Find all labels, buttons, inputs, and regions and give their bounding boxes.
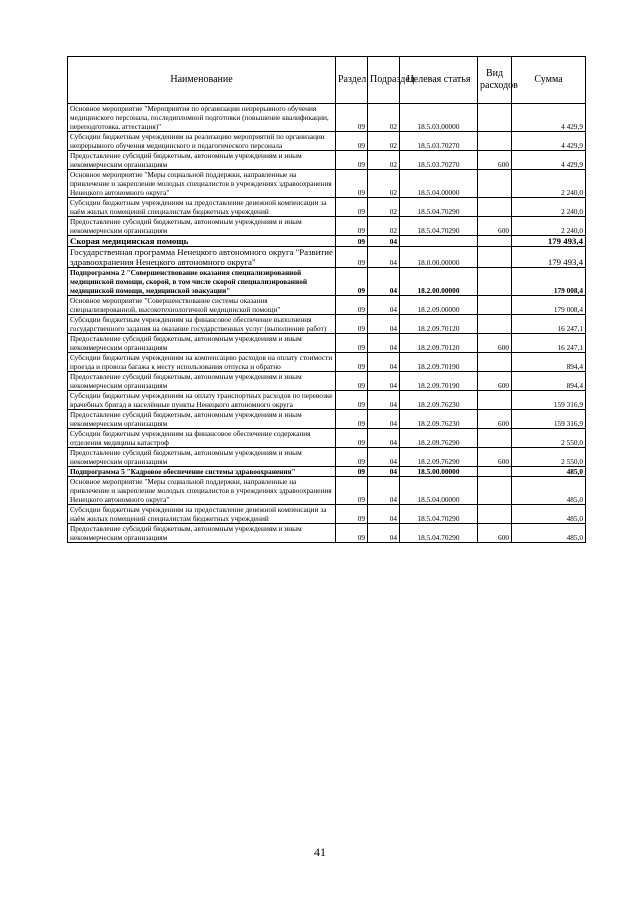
row-exp-type-cell (478, 268, 512, 296)
row-target-cell: 18.5.03.70270 (400, 151, 478, 170)
row-subsection-cell: 04 (368, 372, 400, 391)
row-sum-cell: 159 316,9 (512, 391, 586, 410)
row-target-cell (400, 236, 478, 247)
row-target-cell: 18.2.09.76230 (400, 391, 478, 410)
row-sum-cell: 485,0 (512, 524, 586, 543)
row-section-cell: 09 (336, 170, 368, 198)
row-sum-cell: 2 240,0 (512, 198, 586, 217)
row-sum-cell: 4 429,9 (512, 151, 586, 170)
row-target-cell: 18.2.09.70120 (400, 334, 478, 353)
row-name-cell: Субсидии бюджетным учреждениям на компенсацию расходов на оплату стоимости проезда и провоза багажа к месту использования отпуска и обратно (68, 353, 336, 372)
table-row (68, 410, 586, 429)
row-section-cell: 09 (336, 372, 368, 391)
row-section-cell: 09 (336, 296, 368, 315)
row-exp-type-cell: 600 (478, 151, 512, 170)
row-sum-cell: 4 429,9 (512, 104, 586, 132)
table-row (68, 104, 586, 132)
row-subsection-cell: 02 (368, 198, 400, 217)
row-name-cell: Субсидии бюджетным учреждениям на реализацию мероприятий по организации непрерывного обучения медицинского и педагогического персонала (68, 132, 336, 151)
table-row (68, 391, 586, 410)
row-exp-type-cell (478, 170, 512, 198)
table-row (68, 198, 586, 217)
row-target-cell: 18.5.03.00000 (400, 104, 478, 132)
row-target-cell: 18.2.09.70120 (400, 315, 478, 334)
budget-table (67, 56, 586, 543)
row-sum-cell: 4 429,9 (512, 132, 586, 151)
row-sum-cell: 179 493,4 (512, 247, 586, 268)
table-row (68, 217, 586, 236)
row-target-cell: 18.5.04.00000 (400, 477, 478, 505)
row-subsection-cell: 02 (368, 104, 400, 132)
row-name-cell: Предоставление субсидий бюджетным, автономным учреждениям и иным некоммерческим организациям (68, 334, 336, 353)
row-exp-type-cell (478, 353, 512, 372)
row-target-cell: 18.5.04.70290 (400, 505, 478, 524)
table-row (68, 296, 586, 315)
row-subsection-cell: 02 (368, 132, 400, 151)
row-target-cell: 18.5.04.70290 (400, 524, 478, 543)
row-section-cell: 09 (336, 524, 368, 543)
row-name-cell: Основное мероприятие "Мероприятия по организации непрерывного обучения медицинского персонала, последипломной подготовки (повышение квалификации, переподготовка, аттестация)" (68, 104, 336, 132)
header-subsection: Подраздел (368, 57, 400, 104)
row-exp-type-cell (478, 391, 512, 410)
row-section-cell: 09 (336, 448, 368, 467)
table-header-row (68, 57, 586, 104)
row-name-cell: Основное мероприятие "Меры социальной поддержки, направленные на привлечение и закрепление молодых специалистов в учреждениях здравоохранения Ненецкого автономного округа" (68, 170, 336, 198)
row-sum-cell: 485,0 (512, 467, 586, 477)
row-name-cell: Подпрограмма 2 "Совершенствование оказания специализированной медицинской помощи, скорой, в том числе скорой специализированной медицинской помощи, медицинской эвакуации" (68, 268, 336, 296)
row-target-cell: 18.2.09.70190 (400, 372, 478, 391)
row-subsection-cell: 02 (368, 151, 400, 170)
row-section-cell: 09 (336, 151, 368, 170)
table-row (68, 236, 586, 247)
row-exp-type-cell (478, 429, 512, 448)
header-section: Раздел (336, 57, 368, 104)
table-row (68, 467, 586, 477)
row-sum-cell: 894,4 (512, 353, 586, 372)
row-exp-type-cell: 600 (478, 372, 512, 391)
row-subsection-cell: 04 (368, 477, 400, 505)
row-section-cell: 09 (336, 198, 368, 217)
row-exp-type-cell (478, 477, 512, 505)
table-row (68, 132, 586, 151)
row-name-cell: Скорая медицинская помощь (68, 236, 336, 247)
table-row (68, 353, 586, 372)
table-body (68, 104, 586, 543)
row-section-cell: 09 (336, 429, 368, 448)
row-target-cell: 18.2.09.76290 (400, 429, 478, 448)
row-name-cell: Предоставление субсидий бюджетным, автономным учреждениям и иным некоммерческим организациям (68, 372, 336, 391)
row-target-cell: 18.5.03.70270 (400, 132, 478, 151)
row-subsection-cell: 04 (368, 334, 400, 353)
row-sum-cell: 16 247,1 (512, 315, 586, 334)
row-target-cell: 18.5.00.00000 (400, 467, 478, 477)
row-name-cell: Предоставление субсидий бюджетным, автономным учреждениям и иным некоммерческим организациям (68, 151, 336, 170)
table-row (68, 477, 586, 505)
header-exp-type: Вид расходов (478, 57, 512, 104)
row-exp-type-cell (478, 315, 512, 334)
row-name-cell: Предоставление субсидий бюджетным, автономным учреждениям и иным некоммерческим организациям (68, 524, 336, 543)
row-exp-type-cell (478, 247, 512, 268)
header-sum: Сумма (512, 57, 586, 104)
row-name-cell: Субсидии бюджетным учреждениям на предоставление денежной компенсации за наём жилых помещений специалистам бюджетных учреждений (68, 198, 336, 217)
row-section-cell: 09 (336, 334, 368, 353)
row-section-cell: 09 (336, 391, 368, 410)
header-name: Наименование (68, 57, 336, 104)
row-sum-cell: 16 247,1 (512, 334, 586, 353)
row-section-cell: 09 (336, 410, 368, 429)
row-exp-type-cell (478, 505, 512, 524)
row-exp-type-cell (478, 236, 512, 247)
row-name-cell: Подпрограмма 5 "Кадровое обеспечение системы здравоохранения" (68, 467, 336, 477)
row-subsection-cell: 04 (368, 505, 400, 524)
row-name-cell: Основное мероприятие "Меры социальной поддержки, направленные на привлечение и закрепление молодых специалистов в учреждениях здравоохранения Ненецкого автономного округа" (68, 477, 336, 505)
row-subsection-cell: 04 (368, 247, 400, 268)
table-row (68, 334, 586, 353)
row-section-cell: 09 (336, 315, 368, 334)
row-name-cell: Предоставление субсидий бюджетным, автономным учреждениям и иным некоммерческим организациям (68, 448, 336, 467)
row-exp-type-cell (478, 132, 512, 151)
row-exp-type-cell: 600 (478, 448, 512, 467)
header-target: Целевая статья (400, 57, 478, 104)
row-name-cell: Субсидии бюджетным учреждениям на оплату транспортных расходов по перевозке врачебных бригад в населённые пункты Ненецкого автономного округа (68, 391, 336, 410)
row-exp-type-cell: 600 (478, 524, 512, 543)
row-sum-cell: 179 008,4 (512, 268, 586, 296)
row-name-cell: Государственная программа Ненецкого автономного округа "Развитие здравоохранения Ненецкого автономного округа" (68, 247, 336, 268)
row-sum-cell: 179 493,4 (512, 236, 586, 247)
row-subsection-cell: 04 (368, 236, 400, 247)
row-section-cell: 09 (336, 353, 368, 372)
row-exp-type-cell (478, 104, 512, 132)
row-subsection-cell: 02 (368, 170, 400, 198)
row-sum-cell: 2 550,0 (512, 448, 586, 467)
table-row (68, 315, 586, 334)
row-subsection-cell: 02 (368, 217, 400, 236)
row-sum-cell: 894,4 (512, 372, 586, 391)
row-name-cell: Основное мероприятие "Совершенствование системы оказания специализированной, высокотехнологичной медицинской помощи" (68, 296, 336, 315)
table-row (68, 268, 586, 296)
table-row (68, 372, 586, 391)
row-section-cell: 09 (336, 104, 368, 132)
row-sum-cell: 485,0 (512, 477, 586, 505)
row-subsection-cell: 04 (368, 429, 400, 448)
row-target-cell: 18.2.09.00000 (400, 296, 478, 315)
row-section-cell: 09 (336, 217, 368, 236)
row-name-cell: Предоставление субсидий бюджетным, автономным учреждениям и иным некоммерческим организациям (68, 217, 336, 236)
row-exp-type-cell (478, 296, 512, 315)
row-target-cell: 18.0.00.00000 (400, 247, 478, 268)
row-target-cell: 18.5.04.70290 (400, 198, 478, 217)
row-subsection-cell: 04 (368, 268, 400, 296)
row-sum-cell: 2 240,0 (512, 217, 586, 236)
row-subsection-cell: 04 (368, 391, 400, 410)
row-sum-cell: 159 316,9 (512, 410, 586, 429)
row-name-cell: Субсидии бюджетным учреждениям на финансовое обеспечение выполнения государственного задания на оказание государственных услуг (выполнение работ) (68, 315, 336, 334)
row-sum-cell: 2 240,0 (512, 170, 586, 198)
row-name-cell: Субсидии бюджетным учреждениям на предоставление денежной компенсации за наём жилых помещений специалистам бюджетных учреждений (68, 505, 336, 524)
row-exp-type-cell: 600 (478, 334, 512, 353)
table-row (68, 429, 586, 448)
row-section-cell: 09 (336, 132, 368, 151)
row-subsection-cell: 04 (368, 353, 400, 372)
row-subsection-cell: 04 (368, 410, 400, 429)
row-sum-cell: 2 550,0 (512, 429, 586, 448)
row-section-cell: 09 (336, 505, 368, 524)
row-section-cell: 09 (336, 268, 368, 296)
row-target-cell: 18.5.04.00000 (400, 170, 478, 198)
row-section-cell: 09 (336, 247, 368, 268)
row-target-cell: 18.2.09.76230 (400, 410, 478, 429)
row-exp-type-cell (478, 467, 512, 477)
table-row (68, 151, 586, 170)
row-section-cell: 09 (336, 477, 368, 505)
row-subsection-cell: 04 (368, 315, 400, 334)
row-section-cell: 09 (336, 467, 368, 477)
row-target-cell: 18.5.04.70290 (400, 217, 478, 236)
row-subsection-cell: 04 (368, 296, 400, 315)
row-exp-type-cell: 600 (478, 410, 512, 429)
row-subsection-cell: 04 (368, 467, 400, 477)
table-row (68, 505, 586, 524)
row-target-cell: 18.2.00.00000 (400, 268, 478, 296)
table-row (68, 524, 586, 543)
row-name-cell: Предоставление субсидий бюджетным, автономным учреждениям и иным некоммерческим организациям (68, 410, 336, 429)
table-row (68, 247, 586, 268)
row-subsection-cell: 04 (368, 524, 400, 543)
row-subsection-cell: 04 (368, 448, 400, 467)
row-sum-cell: 485,0 (512, 505, 586, 524)
row-name-cell: Субсидии бюджетным учреждениям на финансовое обеспечение содержания отделения медицины катастроф (68, 429, 336, 448)
row-exp-type-cell (478, 198, 512, 217)
page-number: 41 (314, 845, 326, 859)
row-target-cell: 18.2.09.70190 (400, 353, 478, 372)
table-row (68, 448, 586, 467)
row-sum-cell: 179 008,4 (512, 296, 586, 315)
table-row (68, 170, 586, 198)
row-section-cell: 09 (336, 236, 368, 247)
row-exp-type-cell: 600 (478, 217, 512, 236)
row-target-cell: 18.2.09.76290 (400, 448, 478, 467)
